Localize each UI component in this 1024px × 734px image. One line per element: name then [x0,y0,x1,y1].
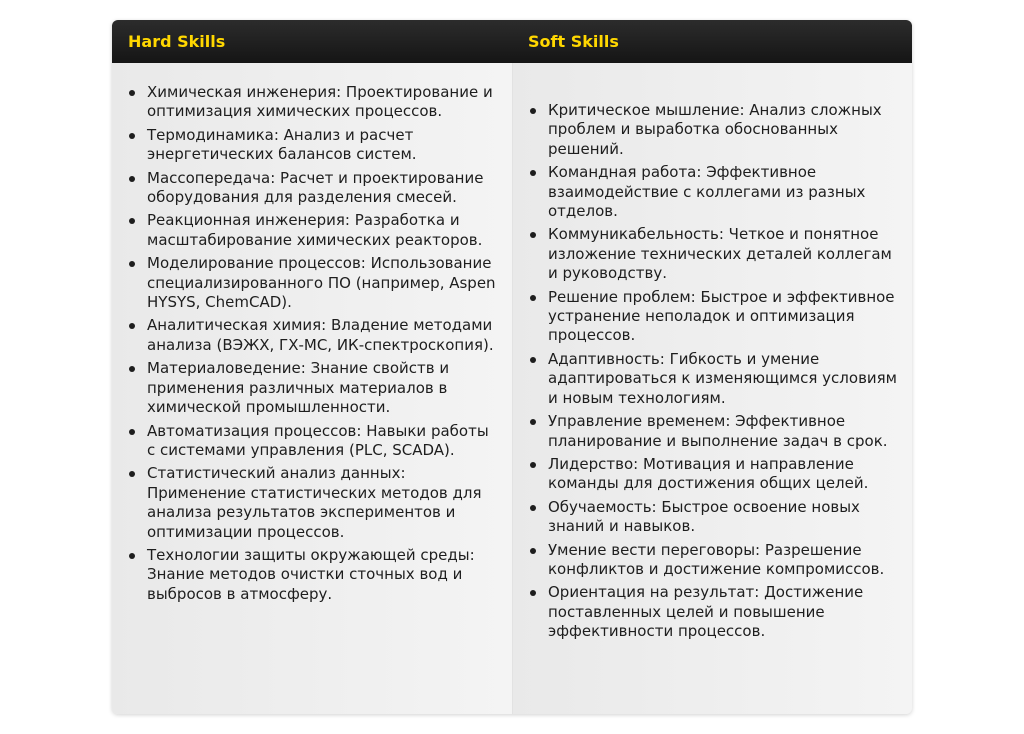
list-item [128,422,500,461]
skill-text: Лидерство: Мотивация и направление команды для достижения общих целей. [548,454,869,493]
list-item [128,359,500,417]
skill-text: Командная работа: Эффективное взаимодействие с коллегами из разных отделов. [548,163,866,221]
soft-skills-column [512,63,912,714]
bullet-icon [530,419,536,425]
hard-skills-column [112,63,512,714]
bullet-icon [129,90,135,96]
bullet-icon [530,505,536,511]
bullet-icon [530,295,536,301]
list-item [128,126,500,165]
bullet-icon [530,108,536,114]
bullet-icon [129,366,135,372]
skill-text: Обучаемость: Быстрое освоение новых знаний и навыков. [548,497,860,536]
list-item [529,350,900,408]
list-item [128,546,500,604]
table-header [112,20,912,63]
skill-text: Термодинамика: Анализ и расчет энергетических балансов систем. [147,125,417,164]
skill-text: Массопередача: Расчет и проектирование оборудования для разделения смесей. [147,168,484,207]
list-item [529,288,900,346]
bullet-icon [129,553,135,559]
skill-text: Технологии защиты окружающей среды: Знание методов очистки сточных вод и выбросов в атмосферу. [147,545,475,603]
skill-text: Решение проблем: Быстрое и эффективное устранение неполадок и оптимизация процессов. [548,287,895,345]
list-item [529,455,900,494]
list-item [529,163,900,221]
skill-text: Коммуникабельность: Четкое и понятное изложение технических деталей коллегам и руководству. [548,225,892,283]
bullet-icon [530,170,536,176]
bullet-icon [530,232,536,238]
skill-text: Материаловедение: Знание свойств и применения различных материалов в химической промышленности. [147,359,450,417]
skill-text: Управление временем: Эффективное планирование и выполнение задач в срок. [548,412,888,450]
bullet-icon [530,357,536,363]
list-item [529,541,900,580]
list-item [529,498,900,537]
skill-text: Химическая инженерия: Проектирование и оптимизация химических процессов. [147,83,493,121]
skill-text: Автоматизация процессов: Навыки работы с системами управления (PLC, SCADA). [147,421,489,459]
skill-text: Статистический анализ данных: Применение статистических методов для анализа результатов экспериментов и оптимизации процессов. [147,464,482,541]
soft-skills-list [529,101,900,642]
skill-text: Умение вести переговоры: Разрешение конфликтов и достижение компромиссов. [548,540,885,578]
hard-skills-list [128,83,500,604]
skill-text: Аналитическая химия: Владение методами анализа (ВЭЖХ, ГХ-МС, ИК-спектроскопия). [147,316,494,354]
skill-text: Адаптивность: Гибкость и умение адаптироваться к изменяющимся условиям и новым технологиям. [548,349,897,407]
list-item [128,211,500,250]
soft-skills-heading: Soft Skills [528,32,619,51]
bullet-icon [129,133,135,139]
list-item [128,254,500,312]
bullet-icon [129,471,135,477]
list-item [128,169,500,208]
list-item [529,583,900,641]
bullet-icon [129,429,135,435]
skill-text: Моделирование процессов: Использование специализированного ПО (например, Aspen HYSYS, ChemCAD). [147,254,496,312]
list-item [529,412,900,451]
bullet-icon [129,323,135,329]
bullet-icon [129,176,135,182]
bullet-icon [530,590,536,596]
skills-table [112,20,912,714]
bullet-icon [530,462,536,468]
list-item [128,83,500,122]
list-item [128,464,500,542]
list-item [529,225,900,283]
bullet-icon [129,218,135,224]
list-item [128,316,500,355]
bullet-icon [530,548,536,554]
list-item [529,101,900,159]
skill-text: Критическое мышление: Анализ сложных проблем и выработка обоснованных решений. [548,101,882,158]
hard-skills-heading: Hard Skills [128,32,226,51]
skill-text: Реакционная инженерия: Разработка и масштабирование химических реакторов. [147,211,483,249]
skill-text: Ориентация на результат: Достижение поставленных целей и повышение эффективности процессов. [548,583,864,641]
bullet-icon [129,261,135,267]
table-body [112,63,912,714]
